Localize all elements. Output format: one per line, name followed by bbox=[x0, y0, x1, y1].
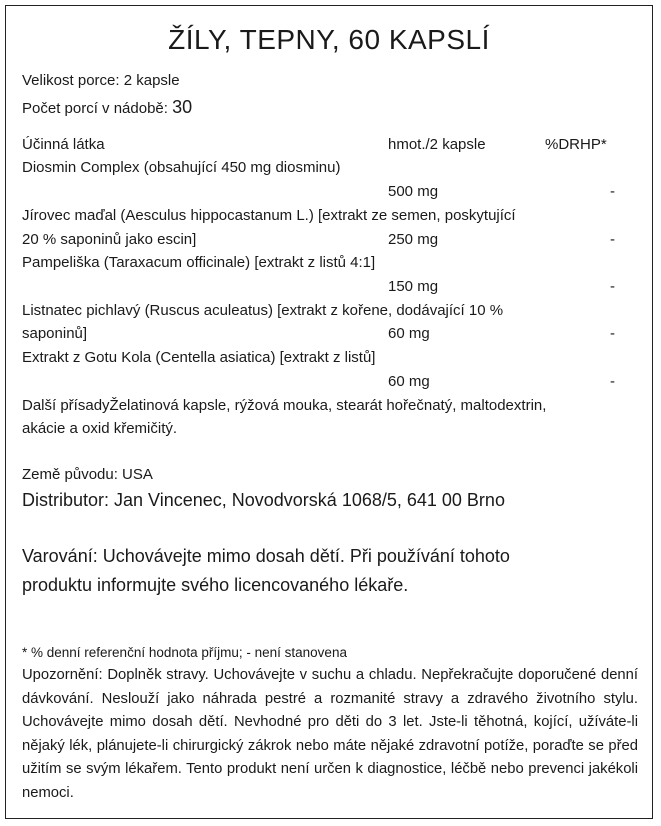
ingredient-amount: 60 mg bbox=[388, 325, 430, 342]
ingredient-name: Extrakt z Gotu Kola (Centella asiatica) [extrakt z listů] bbox=[22, 349, 376, 366]
notice-paragraph: Upozornění: Doplněk stravy. Uchovávejte v suchu a chladu. Nepřekračujte doporučené denní dávkování. Neslouží jako náhrada pestré a rozmanité stravy a zdravého životního stylu. Uchovávejte mimo dosah dětí. Nevhodné pro děti do 3 let. Jste-li těhotná, kojící, užíváte-li nějaký lék, plánujete-li chirurgický zákrok nebo máte nějaké zdravotní potíže, poraďte se před užitím se svým lékařem. Tento produkt není určen k diagnostice, léčbě nebo prevenci jakékoli nemoci. bbox=[22, 667, 638, 801]
servings-value: 30 bbox=[172, 97, 193, 117]
header-drhp: %DRHP* bbox=[545, 136, 607, 153]
ingredient-name: Diosmin Complex (obsahující 450 mg diosminu) bbox=[22, 159, 341, 176]
servings-label: Počet porcí v nádobě: bbox=[22, 100, 168, 117]
ingredient-amount: 150 mg bbox=[388, 278, 439, 295]
servings-per-container bbox=[22, 97, 192, 118]
ingredient-drhp: - bbox=[610, 183, 615, 200]
ingredient-name: Pampeliška (Taraxacum officinale) [extrakt z listů 4:1] bbox=[22, 254, 376, 271]
serving-size: Velikost porce: 2 kapsle bbox=[22, 72, 180, 89]
other-ingredients: Další přísadyŽelatinová kapsle, rýžová mouka, stearát hořečnatý, maltodextrin, bbox=[22, 397, 547, 414]
ingredient-name: Jírovec maďal (Aesculus hippocastanum L.) [extrakt ze semen, poskytující bbox=[22, 207, 516, 224]
ingredient-amount: 60 mg bbox=[388, 373, 430, 390]
ingredient-amount: 250 mg bbox=[388, 231, 439, 248]
header-amount: hmot./2 kapsle bbox=[388, 136, 486, 153]
product-title: ŽÍLY, TEPNY, 60 KAPSLÍ bbox=[168, 24, 490, 55]
country-of-origin: Země původu: USA bbox=[22, 466, 153, 483]
ingredient-drhp: - bbox=[610, 278, 615, 295]
distributor: Distributor: Jan Vincenec, Novodvorská 1068/5, 641 00 Brno bbox=[22, 490, 505, 510]
warning-cont: produktu informujte svého licencovaného lékaře. bbox=[22, 575, 409, 595]
ingredient-amount: 500 mg bbox=[388, 183, 439, 200]
ingredient-name-cont: saponinů] bbox=[22, 325, 88, 342]
warning: Varování: Uchovávejte mimo dosah dětí. Při používání tohoto bbox=[22, 546, 510, 566]
ingredient-name-cont: 20 % saponinů jako escin] bbox=[22, 231, 197, 248]
ingredient-drhp: - bbox=[610, 231, 615, 248]
ingredient-drhp: - bbox=[610, 373, 615, 390]
other-ingredients-cont: akácie a oxid křemičitý. bbox=[22, 420, 178, 437]
ingredient-drhp: - bbox=[610, 325, 615, 342]
supplement-label bbox=[5, 5, 653, 819]
ingredient-name: Listnatec pichlavý (Ruscus aculeatus) [extrakt z kořene, dodávající 10 % bbox=[22, 302, 504, 319]
header-ingredient: Účinná látka bbox=[22, 136, 105, 153]
footnote: * % denní referenční hodnota příjmu; - není stanovena bbox=[22, 645, 347, 660]
